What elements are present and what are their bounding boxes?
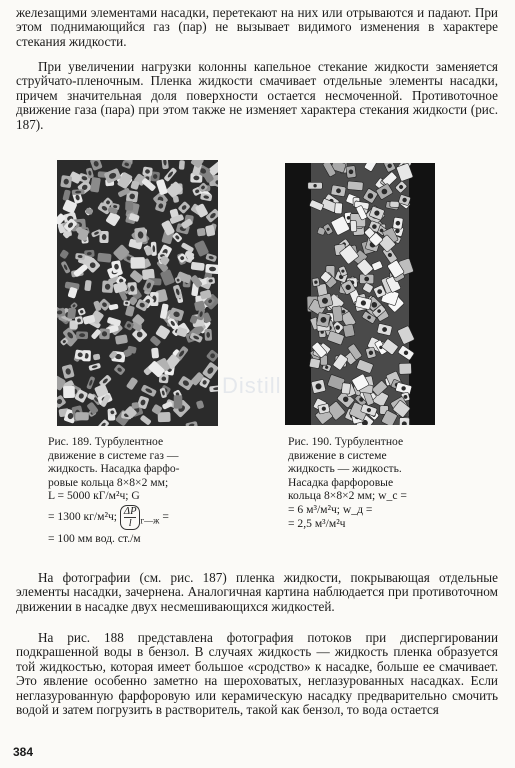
caption-line: движение в системе xyxy=(288,448,387,462)
paragraph-3: На фотографии (см. рис. 187) пленка жидкости, покрывающая отдельные элементы насадки, зачернена. Аналогичная картина наблюдается при противоточном движении в насадке двух несмешивающихся жидкостей. xyxy=(16,570,498,614)
caption-line: Рис. 190. Турбулентное xyxy=(288,435,404,448)
caption-line: кольца 8×8×2 мм; w_c = xyxy=(288,489,407,503)
figure-189-caption xyxy=(48,435,244,546)
packing-rings-photo-liquid-liquid xyxy=(285,163,435,425)
fraction-subscript: г—ж xyxy=(140,515,160,526)
caption-line: = 100 мм вод. ст./м xyxy=(48,531,141,545)
caption-formula-line xyxy=(48,505,244,530)
paragraph-1: железащими элементами насадки, перетекают на них или отрываются и падают. При этом поднимающийся газ (пар) не вызывает видимого изменения в характере стекания жидкости. xyxy=(16,5,498,49)
fraction-denominator: l xyxy=(128,517,132,529)
pressure-drop-fraction xyxy=(120,505,141,530)
caption-formula-text: = 1300 кг/м²ч; xyxy=(48,510,117,524)
watermark: Distill xyxy=(222,373,282,398)
figure-190-caption xyxy=(288,435,434,530)
caption-line: Рис. 189. Турбулентное xyxy=(48,435,164,448)
figure-189-photo xyxy=(57,160,218,426)
caption-formula-equals: = xyxy=(162,510,169,524)
figure-190-photo xyxy=(285,163,435,425)
caption-line: жидкость — жидкость. xyxy=(288,462,402,476)
packing-rings-photo-gas-liquid xyxy=(57,160,218,426)
caption-line: ровые кольца 8×8×2 мм; xyxy=(48,475,169,489)
caption-line: движение в системе газ — xyxy=(48,448,179,462)
fraction-numerator: ΔP xyxy=(123,505,137,517)
page-number: 384 xyxy=(13,745,34,759)
paragraph-2: При увеличении нагрузки колонны капельное стекание жидкости заменяется струйчато-пленочным. Пленка жидкости смачивает отдельные элементы насадки, причем значительная доля поверхности остается несмоченной. Противоточное движение газа (пара) при этом также не изменяет характера стекания жидкости (рис. 187). xyxy=(16,59,498,132)
caption-line: = 6 м³/м²ч; w_д = xyxy=(288,502,373,516)
caption-line: = 2,5 м³/м²ч xyxy=(288,516,346,530)
caption-line: Насадка фарфоровые xyxy=(288,475,394,489)
caption-line: L = 5000 кГ/м²ч; G xyxy=(48,489,140,503)
paragraph-4: На рис. 188 представлена фотография потоков при диспергировании подкрашенной воды в бензол. В случаях жидкость — жидкость пленка образуется той жидкостью, которая имеет большое «сродство» к насадке, больше ее смачивает. Это явление особенно заметно на шероховатых, неглазурованных насадках. Если неглазурованную фарфоровую или керамическую насадку предварительно смочить водой и затем погрузить в растворитель, такой как бензол, то вода остается xyxy=(16,630,498,718)
caption-line: жидкость. Насадка фарфо- xyxy=(48,462,180,476)
